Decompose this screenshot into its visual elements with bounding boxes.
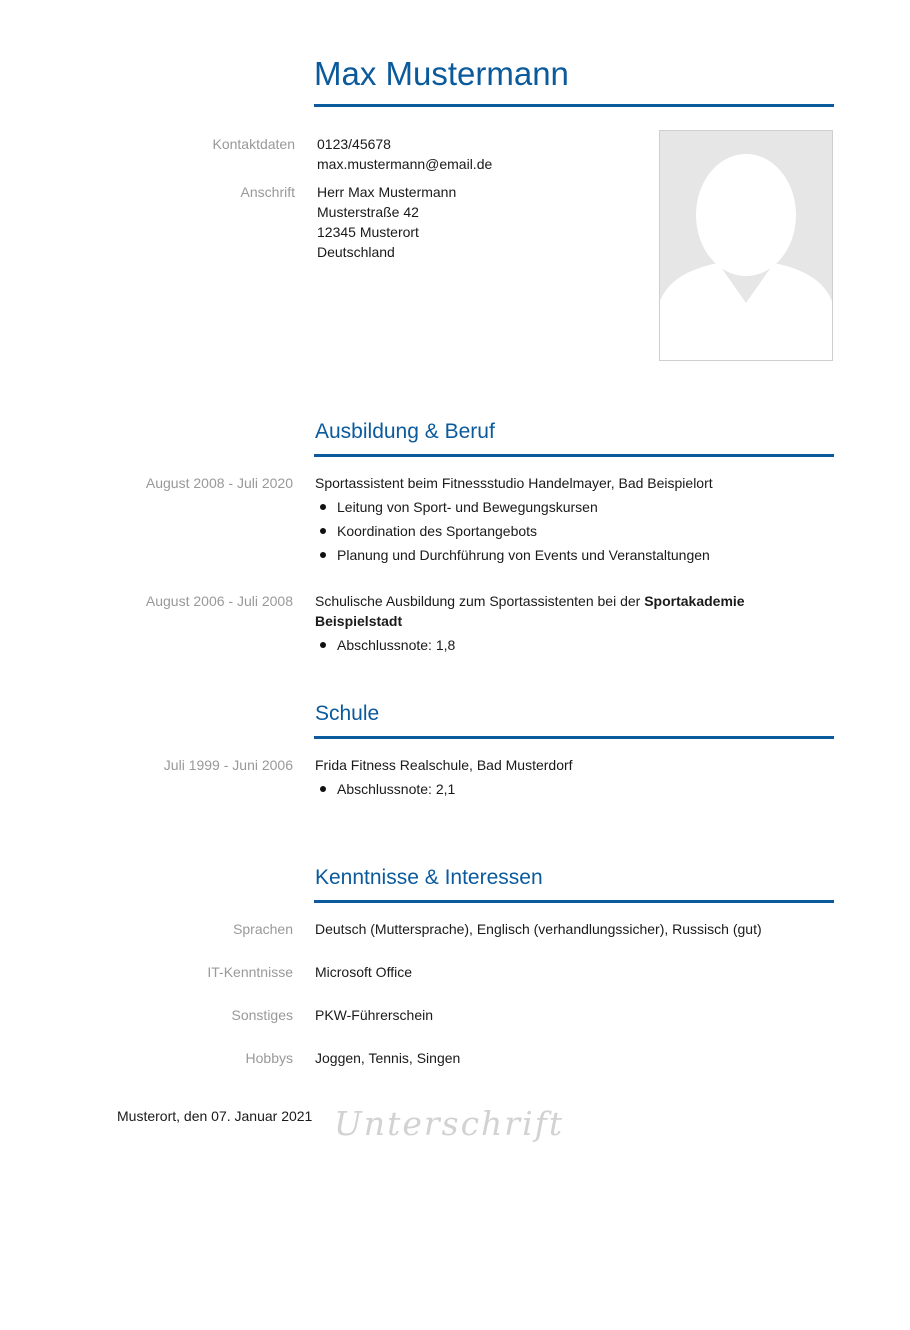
section-divider [314, 736, 834, 739]
contact-label: Kontaktdaten [212, 136, 295, 152]
section-title-ausbildung: Ausbildung & Beruf [315, 420, 495, 443]
entry-date: August 2008 - Juli 2020 [145, 475, 293, 491]
skill-value: PKW-Führerschein [315, 1007, 434, 1023]
title-divider [314, 104, 834, 107]
skill-label: Hobbys [245, 1050, 293, 1066]
list-item: Koordination des Sportangebots [315, 519, 710, 543]
skill-label: Sprachen [233, 921, 293, 937]
signature: Unterschrift [334, 1104, 565, 1143]
entry-bullet-list [315, 495, 710, 567]
entry-date: August 2006 - Juli 2008 [145, 593, 293, 609]
email-address: max.mustermann@email.de [317, 156, 493, 172]
section-divider [314, 900, 834, 903]
page-title: Max Mustermann [314, 55, 569, 92]
address-line: Deutschland [317, 244, 395, 260]
entry-description: Sportassistent beim Fitnessstudio Handelmayer, Bad Beispielort [315, 475, 713, 491]
section-divider [314, 454, 834, 457]
entry-bullet-list [315, 633, 455, 657]
entry-text: Schulische Ausbildung zum Sportassistenten bei der [315, 593, 641, 609]
skill-label: IT-Kenntnisse [207, 964, 293, 980]
list-item: Abschlussnote: 1,8 [315, 633, 455, 657]
place-date: Musterort, den 07. Januar 2021 [117, 1108, 313, 1124]
skill-value: Microsoft Office [315, 964, 412, 980]
address-label: Anschrift [240, 184, 295, 200]
entry-description-cont [315, 611, 402, 631]
profile-photo [659, 130, 833, 361]
section-title-schule: Schule [315, 702, 380, 725]
entry-description: Frida Fitness Realschule, Bad Musterdorf [315, 757, 573, 773]
skill-value: Joggen, Tennis, Singen [315, 1050, 461, 1066]
list-item: Abschlussnote: 2,1 [315, 777, 455, 801]
list-item: Planung und Durchführung von Events und Veranstaltungen [315, 543, 710, 567]
address-line: 12345 Musterort [317, 224, 419, 240]
entry-date: Juli 1999 - Juni 2006 [163, 757, 293, 773]
person-silhouette-icon [660, 131, 832, 360]
list-item: Leitung von Sport- und Bewegungskursen [315, 495, 710, 519]
entry-bullet-list [315, 777, 455, 801]
institution-name: Sportakademie [644, 593, 745, 609]
phone-number: 0123/45678 [317, 136, 391, 152]
institution-name-cont: Beispielstadt [315, 613, 403, 629]
address-line: Musterstraße 42 [317, 204, 419, 220]
entry-description [315, 591, 745, 611]
section-title-kenntnisse: Kenntnisse & Interessen [315, 866, 543, 889]
address-line: Herr Max Mustermann [317, 184, 457, 200]
skill-label: Sonstiges [231, 1007, 293, 1023]
skill-value: Deutsch (Muttersprache), Englisch (verhandlungssicher), Russisch (gut) [315, 921, 762, 937]
